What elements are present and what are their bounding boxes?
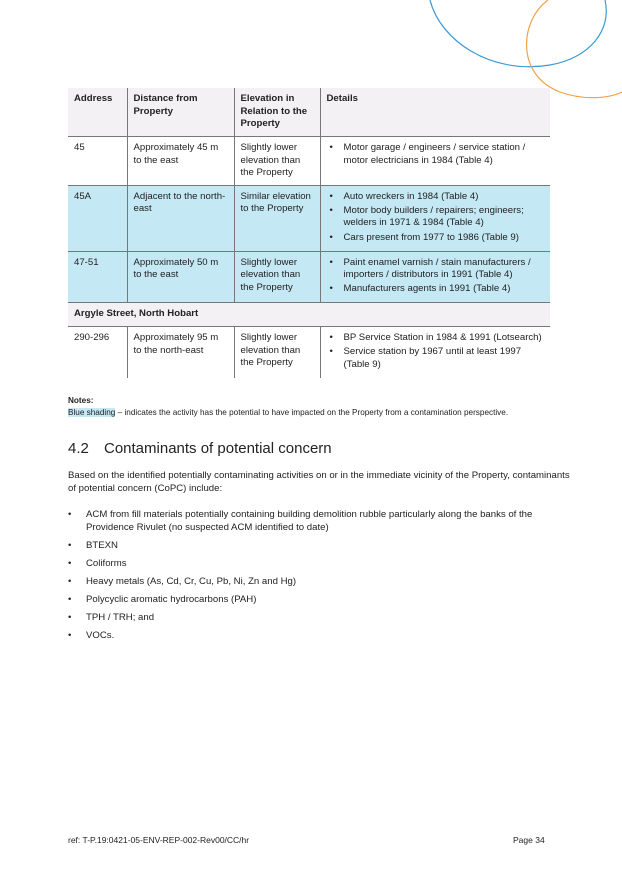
details-item: • Service station by 1967 until at least 1997 (Table 9) xyxy=(327,346,545,371)
copc-item: • ACM from fill materials potentially containing building demolition rubble particularly along the banks of the Providence Rivulet (no suspected ACM identified to date) xyxy=(68,508,548,534)
details-list xyxy=(327,257,545,296)
details-item: • BP Service Station in 1984 & 1991 (Lotsearch) xyxy=(327,332,545,345)
copc-list xyxy=(68,508,548,647)
copc-item: • Heavy metals (As, Cd, Cr, Cu, Pb, Ni, Zn and Hg) xyxy=(68,575,548,588)
details-item: • Motor garage / engineers / service station / motor electricians in 1984 (Table 4) xyxy=(327,142,545,167)
cell-address: 47-51 xyxy=(68,251,127,303)
section-number: 4.2 xyxy=(68,440,89,457)
header-elevation: Elevation in Relation to the Property xyxy=(234,88,320,137)
section-row xyxy=(68,303,550,327)
table-header-row xyxy=(68,88,550,137)
details-list xyxy=(327,142,545,167)
property-table xyxy=(68,88,550,378)
header-details: Details xyxy=(320,88,550,137)
cell-distance: Adjacent to the north-east xyxy=(127,185,234,251)
cell-address: 290-296 xyxy=(68,327,127,378)
details-item: • Motor body builders / repairers; engineers; welders in 1971 & 1984 (Table 4) xyxy=(327,205,545,230)
details-item: • Paint enamel varnish / stain manufacturers / importers / distributors in 1991 (Table 4) xyxy=(327,257,545,282)
cell-elevation: Similar elevation to the Property xyxy=(234,185,320,251)
blue-arc xyxy=(430,0,606,67)
copc-item: • TPH / TRH; and xyxy=(68,611,548,624)
cell-details xyxy=(320,327,550,378)
details-item: • Cars present from 1977 to 1986 (Table 9) xyxy=(327,232,545,245)
table-row xyxy=(68,137,550,186)
footer-page-number: Page 34 xyxy=(513,835,545,845)
cell-address: 45 xyxy=(68,137,127,186)
intro-paragraph: Based on the identified potentially contaminating activities on or in the immediate vicinity of the Property, contaminants of potential concern (CoPC) include: xyxy=(68,470,570,494)
cell-distance: Approximately 50 m to the east xyxy=(127,251,234,303)
copc-item: • Coliforms xyxy=(68,557,548,570)
header-address: Address xyxy=(68,88,127,137)
footer-reference: ref: T-P.19:0421-05-ENV-REP-002-Rev00/CC/hr xyxy=(68,835,250,845)
copc-item: • BTEXN xyxy=(68,539,548,552)
cell-distance: Approximately 45 m to the east xyxy=(127,137,234,186)
table-row xyxy=(68,327,550,378)
details-item: • Manufacturers agents in 1991 (Table 4) xyxy=(327,283,545,296)
cell-elevation: Slightly lower elevation than the Property xyxy=(234,327,320,378)
table-row xyxy=(68,185,550,251)
cell-address: 45A xyxy=(68,185,127,251)
notes-description: – indicates the activity has the potential to have impacted on the Property from a contamination perspective. xyxy=(115,408,509,417)
section-heading xyxy=(68,440,332,457)
details-list xyxy=(327,332,545,371)
notes-highlight: Blue shading xyxy=(68,408,116,417)
section-title: Contaminants of potential concern xyxy=(104,440,332,457)
notes-text xyxy=(68,407,508,419)
cell-distance: Approximately 95 m to the north-east xyxy=(127,327,234,378)
details-list xyxy=(327,191,545,244)
cell-details xyxy=(320,251,550,303)
cell-details xyxy=(320,185,550,251)
copc-item: • VOCs. xyxy=(68,629,548,642)
cell-elevation: Slightly lower elevation than the Property xyxy=(234,251,320,303)
table-notes xyxy=(68,395,508,419)
cell-elevation: Slightly lower elevation than the Property xyxy=(234,137,320,186)
copc-item: • Polycyclic aromatic hydrocarbons (PAH) xyxy=(68,593,548,606)
header-distance: Distance from Property xyxy=(127,88,234,137)
orange-arc xyxy=(527,0,622,98)
table-row xyxy=(68,251,550,303)
details-item: • Auto wreckers in 1984 (Table 4) xyxy=(327,191,545,204)
notes-heading: Notes: xyxy=(68,396,94,405)
cell-details xyxy=(320,137,550,186)
section-label: Argyle Street, North Hobart xyxy=(68,303,550,327)
